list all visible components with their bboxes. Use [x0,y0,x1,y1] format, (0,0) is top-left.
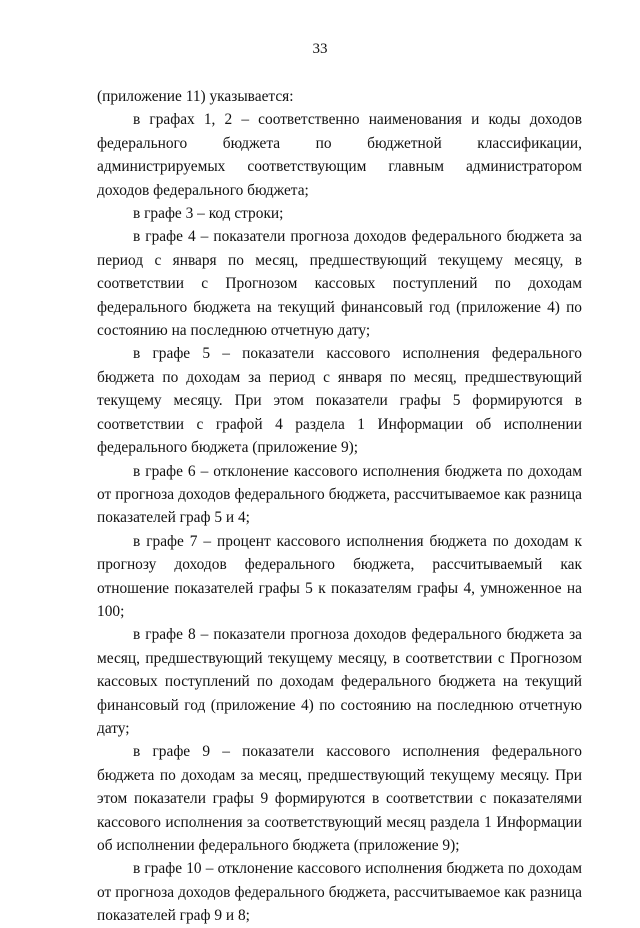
paragraph-column-7: в графе 7 – процент кассового исполнения бюджета по доходам к прогнозу доходов федерального бюджета, рассчитываемый как отношение показателей графы 5 к показателям графы 4, умноженное на 100; [97,532,582,620]
paragraph-column-4: в графе 4 – показатели прогноза доходов федерального бюджета за период с января по месяц, предшествующий текущему месяцу, в соответствии с Прогнозом кассовых поступлений по доходам федерального бюджета на текущий финансовый год (приложение 4) по состоянию на последнюю отчетную дату; [97,228,582,340]
page-number: 33 [312,41,328,57]
paragraph-columns-1-2: в графах 1, 2 – соответственно наименования и коды доходов федерального бюджета по бюджетной классификации, администрируемых соответствующим главным администратором доходов федерального бюджета; [97,111,582,199]
paragraph-column-8: в графе 8 – показатели прогноза доходов федерального бюджета за месяц, предшествующий текущему месяцу, в соответствии с Прогнозом кассовых поступлений по доходам федерального бюджета на текущий финансовый год (приложение 4) по состоянию на последнюю отчетную дату; [97,626,582,737]
paragraph-column-3: в графе 3 – код строки; [133,205,284,223]
paragraph-column-5: в графе 5 – показатели кассового исполнения федерального бюджета по доходам за период с января по месяц, предшествующий текущему месяцу. При этом показатели графы 5 формируются в соответствии с графой 4 раздела 1 Информации об исполнении федерального бюджета (приложение 9); [97,345,582,457]
paragraph-column-10: в графе 10 – отклонение кассового исполнения бюджета по доходам от прогноза доходов федерального бюджета, рассчитываемое как разница показателей граф 9 и 8; [97,860,582,925]
paragraph-intro: (приложение 11) указывается: [97,88,294,105]
paragraph-column-9: в графе 9 – показатели кассового исполнения федерального бюджета по доходам за месяц, предшествующий текущему месяцу. При этом показатели графы 9 формируются в соответствии с показателями кассового исполнения за соответствующий месяц раздела 1 Информации об исполнении федерального бюджета (приложение 9); [97,743,582,854]
paragraph-column-6: в графе 6 – отклонение кассового исполнения бюджета по доходам от прогноза доходов федерального бюджета, рассчитываемое как разница показателей граф 5 и 4; [97,462,582,527]
document-body [97,85,582,928]
